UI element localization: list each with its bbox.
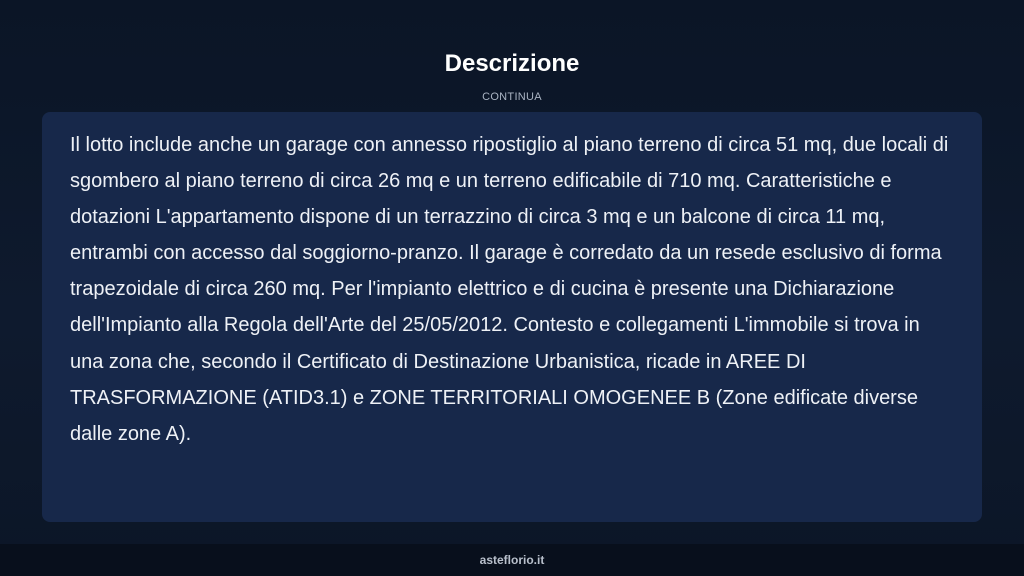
site-name: asteflorio.it (479, 553, 545, 567)
continua-label: CONTINUA (482, 91, 542, 103)
page-title: Descrizione (444, 50, 580, 77)
description-text: Il lotto include anche un garage con annesso ripostiglio al piano terreno di circa 51 mq, due locali di sgombero al piano terreno di circa 26 mq e un terreno edificabile di 710 mq. Caratteristiche e dotazioni L'appartamento dispone di un terrazzino di circa 3 mq e un balcone di circa 11 mq, entrambi con accesso dal soggiorno-pranzo. Il garage è corredato da un resede esclusivo di forma trapezoidale di circa 260 mq. Per l'impianto elettrico e di cucina è presente una Dichiarazione dell'Impianto alla Regola dell'Arte del 25/05/2012. Contesto e collegamenti L'immobile si trova in una zona che, secondo il Certificato di Destinazione Urbanistica, ricade in AREE DI TRASFORMAZIONE (ATID3.1) e ZONE TERRITORIALI OMOGENEE B (Zone edificate diverse dalle zone A). (70, 134, 949, 445)
footer-bar (0, 544, 1024, 576)
description-card (42, 112, 982, 522)
